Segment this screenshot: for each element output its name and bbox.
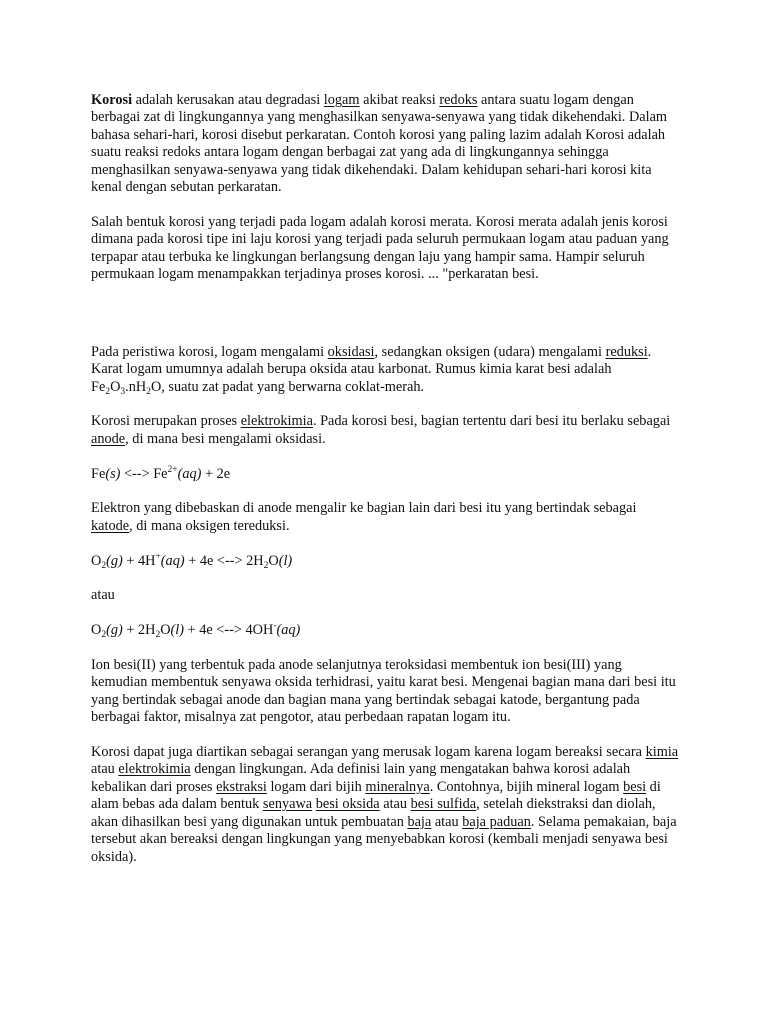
state-symbol: (g)	[106, 552, 123, 569]
text: dengan lingkungan. Ada definisi lain yang mengatakan bahwa korosi adalah kebalikan dari proses	[91, 761, 631, 795]
link-baja-paduan[interactable]: baja paduan	[462, 813, 531, 830]
text: + 2H	[122, 622, 156, 639]
text: Pada peristiwa korosi, logam mengalami	[91, 343, 328, 360]
state-symbol: (s)	[105, 465, 121, 482]
link-elektrokimia[interactable]: elektrokimia	[240, 413, 313, 430]
subscript: 2	[155, 630, 161, 641]
paragraph-elektrokimia	[91, 413, 681, 448]
text: Korosi merupakan proses	[91, 413, 241, 430]
text: + 2e	[201, 465, 231, 482]
text: . Pada korosi besi, bagian tertentu dari besi itu berlaku sebagai	[312, 413, 671, 430]
link-senyawa[interactable]: senyawa	[262, 796, 313, 813]
link-logam[interactable]: logam	[323, 92, 360, 108]
equation-oxygen-reduction-neutral	[91, 622, 681, 639]
text: . Contohnya, bijih mineral logam	[429, 778, 624, 795]
subscript: 2	[263, 560, 269, 571]
text: . Karat logam umumnya adalah berupa oksida atau karbonat. Rumus kimia karat besi adalah Fe	[91, 343, 652, 395]
text: <--> Fe	[120, 465, 168, 482]
link-besi-oksida[interactable]: besi oksida	[315, 796, 380, 813]
state-symbol: (l)	[170, 622, 185, 639]
state-symbol: (g)	[106, 622, 123, 639]
subscript: 2	[101, 630, 107, 641]
term-korosi: Korosi	[91, 92, 133, 108]
subscript: 2	[101, 560, 107, 571]
text: O	[91, 622, 102, 639]
text: , setelah diekstraksi dan diolah, akan dihasilkan besi yang digunakan untuk pembuatan	[91, 796, 656, 830]
text: + 4e <--> 4OH	[184, 622, 274, 639]
link-baja[interactable]: baja	[407, 813, 432, 830]
text: adalah kerusakan atau degradasi	[132, 92, 324, 108]
text: Korosi dapat juga diartikan sebagai serangan yang merusak logam karena logam bereaksi secara	[91, 744, 646, 761]
text: , di mana besi mengalami oksidasi.	[125, 430, 326, 447]
text: , sedangkan oksigen (udara) mengalami	[374, 343, 606, 360]
subscript: 3	[120, 386, 126, 397]
document-body	[91, 92, 681, 883]
paragraph-korosi-serangan	[91, 744, 681, 866]
subscript: 2	[146, 386, 151, 397]
charge-superscript: -	[273, 621, 277, 632]
paragraph-korosi-definition	[91, 92, 681, 196]
spacer	[91, 301, 681, 344]
text: O, suatu zat padat yang berwarna coklat-merah.	[150, 378, 425, 395]
link-elektrokimia[interactable]: elektrokimia	[118, 761, 191, 778]
text: .nH	[125, 378, 147, 395]
state-symbol: (aq)	[276, 622, 301, 639]
charge-superscript: 2+	[167, 464, 178, 475]
paragraph-korosi-merata: Salah bentuk korosi yang terjadi pada logam adalah korosi merata. Korosi merata adalah jenis korosi dimana pada korosi tipe ini laju korosi yang terjadi pada seluruh permukaan logam atau paduan yang terpapar atau terbuka ke lingkungan berlangsung dengan laju yang hampir sama. Hampir seluruh permukaan logam menampakkan terjadinya proses korosi. ... "perkaratan besi.	[91, 213, 669, 283]
text: atau	[431, 813, 463, 830]
text: antara suatu logam dengan berbagai zat di lingkungannya yang menghasilkan senyawa-senyawa yang tidak dikehendaki. Dalam bahasa sehari-hari, korosi disebut perkaratan. Contoh korosi yang paling lazim adalah Korosi adalah suatu reaksi redoks antara logam dengan berbagai zat yang ada di lingkungannya sehingga menghasilkan senyawa-senyawa yang tidak dikehendaki. Dalam kehidupan sehari-hari korosi kita kenal dengan sebutan perkaratan.	[91, 92, 668, 196]
text-atau: atau	[91, 587, 115, 604]
link-oksidasi[interactable]: oksidasi	[327, 343, 375, 360]
text: di alam bebas ada dalam bentuk	[91, 778, 661, 813]
text: atau	[91, 761, 119, 778]
text: O	[110, 378, 121, 395]
text: Fe	[91, 465, 106, 482]
paragraph-elektron-katode	[91, 500, 681, 535]
paragraph-ion-besi: Ion besi(II) yang terbentuk pada anode selanjutnya teroksidasi membentuk ion besi(III) yang kemudian membentuk senyawa oksida terhidrasi, yaitu karat besi. Mengenai bagian mana dari besi itu yang bertindak sebagai anode dan bagian mana yang bertindak sebagai katode, bergantung pada berbagai faktor, misalnya zat pengotor, atau perbedaan rapatan logam itu.	[91, 657, 676, 726]
text: O	[268, 552, 279, 569]
equation-oxygen-reduction-acid	[91, 553, 681, 570]
link-ekstraksi[interactable]: ekstraksi	[216, 778, 267, 795]
text: + 4e <--> 2H	[184, 552, 264, 569]
state-symbol: (aq)	[160, 552, 185, 569]
text: akibat reaksi	[359, 92, 440, 108]
text: O	[91, 552, 102, 569]
link-kimia[interactable]: kimia	[645, 744, 679, 761]
charge-superscript: +	[155, 551, 161, 562]
link-anode[interactable]: anode	[91, 430, 126, 447]
link-besi[interactable]: besi	[623, 778, 647, 795]
text: . Selama pemakaian, baja tersebut akan bereaksi dengan lingkungan yang menyebabkan korosi (kembali menjadi senyawa besi oksida).	[91, 813, 677, 865]
text: , di mana oksigen tereduksi.	[129, 517, 290, 534]
text: Elektron yang dibebaskan di anode mengalir ke bagian lain dari besi itu yang bertindak sebagai	[91, 500, 637, 517]
equation-iron-oxidation	[91, 466, 681, 483]
link-redoks[interactable]: redoks	[439, 92, 478, 108]
text: + 4H	[122, 552, 156, 569]
link-mineralnya[interactable]: mineralnya	[365, 778, 430, 795]
state-symbol: (aq)	[177, 465, 202, 482]
subscript: 2	[105, 386, 111, 397]
paragraph-peristiwa-korosi	[91, 344, 681, 396]
link-besi-sulfida[interactable]: besi sulfida	[410, 796, 477, 813]
text: O	[160, 622, 171, 639]
link-reduksi[interactable]: reduksi	[605, 343, 648, 360]
text: logam dari bijih	[266, 778, 366, 795]
text: atau	[379, 796, 411, 813]
state-symbol: (l)	[278, 552, 293, 569]
link-katode[interactable]: katode	[91, 517, 130, 534]
